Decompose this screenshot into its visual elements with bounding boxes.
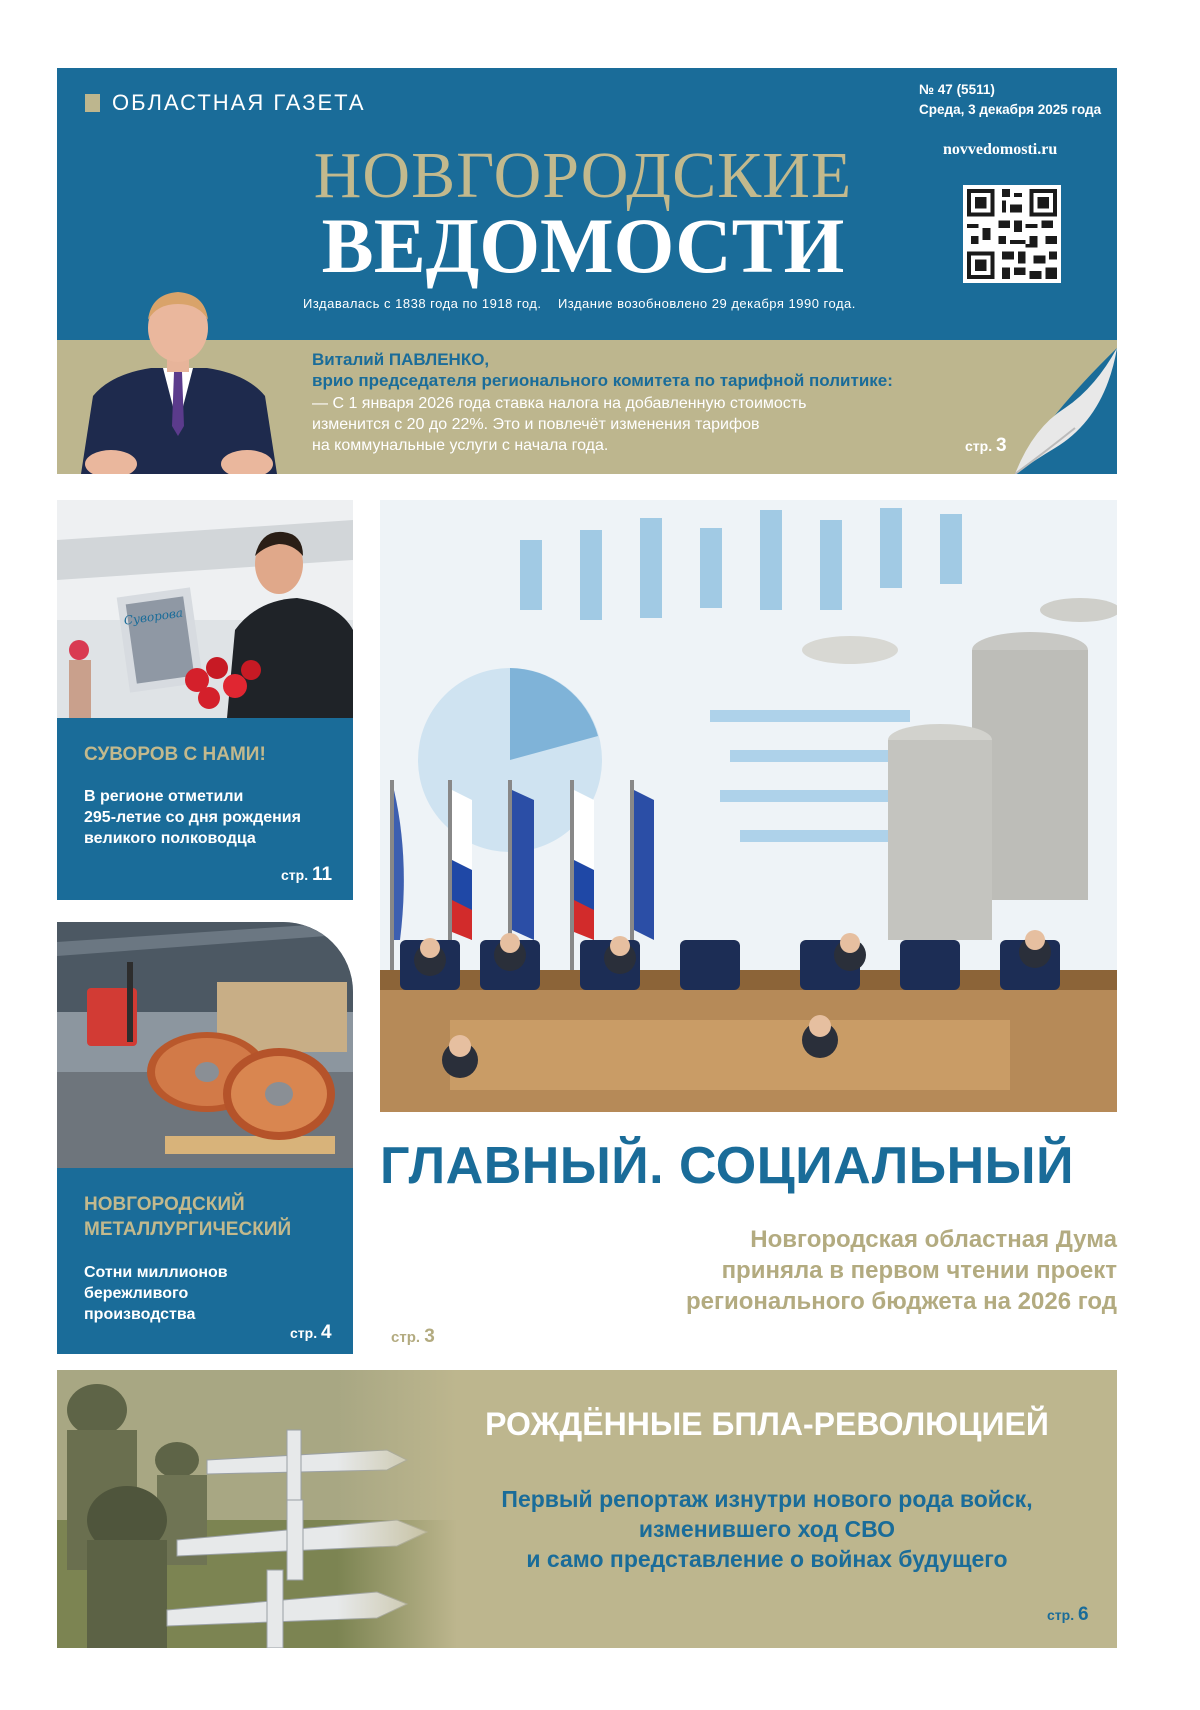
card-heading: СУВОРОВ С НАМИ! (84, 744, 266, 765)
main-page-link[interactable]: стр. 3 (391, 1326, 435, 1347)
main-subhead-line: приняла в первом чтении проект (721, 1257, 1117, 1284)
regional-label-text: ОБЛАСТНАЯ ГАЗЕТА (112, 90, 366, 115)
banner-subhead-line: Первый репортаж изнутри нового рода войск, (501, 1486, 1033, 1512)
drone-troops-photo (57, 1370, 457, 1648)
card-text-line: 295-летие со дня рождения (84, 809, 301, 826)
issue-date: Среда, 3 декабря 2025 года (919, 102, 1102, 117)
qr-code-icon[interactable] (963, 185, 1061, 283)
duma-session-photo (380, 500, 1117, 1112)
masthead (57, 68, 1117, 474)
portrait-photo (71, 276, 285, 474)
card-text-line: Сотни миллионов (84, 1264, 228, 1281)
quote-role: врио председателя регионального комитета по тарифной политике: (312, 371, 893, 390)
regional-label (85, 90, 366, 116)
card-text-line: В регионе отметили (84, 788, 244, 805)
main-subhead-line: Новгородская областная Дума (750, 1226, 1117, 1253)
main-headline[interactable]: ГЛАВНЫЙ. СОЦИАЛЬНЫЙ (380, 1137, 1074, 1195)
square-bullet-icon (85, 94, 100, 112)
card-text-line: производства (84, 1306, 196, 1323)
suvorov-photo (57, 500, 353, 718)
quote-line: на коммунальные услуги с начала года. (312, 437, 609, 454)
drone-story-banner[interactable] (57, 1370, 1117, 1648)
issue-number: № 47 (5511) (919, 82, 995, 97)
quote-line: — С 1 января 2026 года ставка налога на добавленную стоимость (312, 395, 807, 412)
banner-subhead-line: и само представление о войнах будущего (526, 1546, 1008, 1572)
card-text-line: великого полководца (84, 830, 256, 847)
card-text-line: бережливого (84, 1285, 189, 1302)
title-line2: ВЕДОМОСТИ (321, 202, 845, 289)
page-curl-decoration (1015, 348, 1117, 474)
history-note: Издавалась с 1838 года по 1918 год. Издание возобновлено 29 декабря 1990 года. (303, 296, 856, 311)
banner-headline: РОЖДЁННЫЕ БПЛА-РЕВОЛЮЦИЕЙ (485, 1406, 1049, 1442)
card-heading: МЕТАЛЛУРГИЧЕСКИЙ (84, 1219, 292, 1240)
metallurgy-photo (57, 922, 353, 1168)
suvorov-sign-text: Суворова (123, 605, 184, 628)
quote-author: Виталий ПАВЛЕНКО, (312, 350, 490, 369)
banner-page-link[interactable]: стр. 6 (1047, 1604, 1089, 1625)
card-page-link[interactable]: стр. 11 (281, 864, 333, 885)
metallurgy-card[interactable] (57, 1168, 353, 1354)
quote-page-link[interactable]: стр. 3 (965, 435, 1007, 456)
suvorov-card[interactable] (57, 718, 353, 900)
quote-line: изменится с 20 до 22%. Это и повлечёт изменения тарифов (312, 416, 760, 433)
card-heading: НОВГОРОДСКИЙ (84, 1194, 245, 1215)
website-link[interactable]: novvedomosti.ru (943, 141, 1058, 158)
card-page-link[interactable]: стр. 4 (290, 1322, 332, 1343)
banner-subhead-line: изменившего ход СВО (638, 1516, 896, 1542)
title-line1: НОВГОРОДСКИЕ (313, 139, 853, 212)
main-subhead-line: регионального бюджета на 2026 год (686, 1288, 1117, 1315)
